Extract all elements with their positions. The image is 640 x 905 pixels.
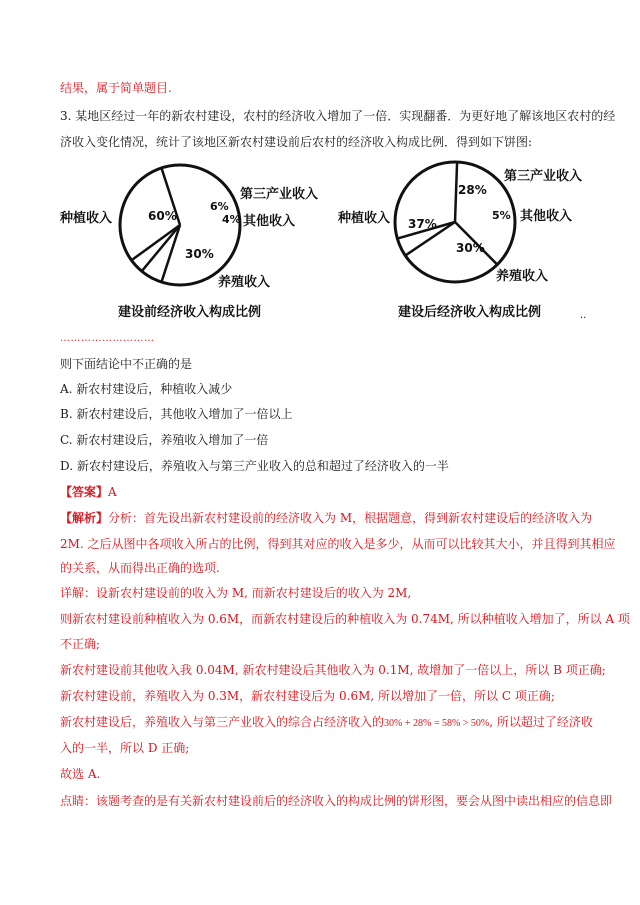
- pie-before-cat-breeding: 养殖收入: [218, 275, 271, 290]
- pie-after-title: 建设后经济收入构成比例: [398, 305, 542, 320]
- question-stem: 则下面结论中不正确的是: [60, 357, 193, 371]
- analysis-tag: 【解析】: [60, 511, 109, 525]
- pie-after-label-breeding: 30%: [456, 241, 485, 255]
- prev-tail: 结果，属于简单题目.: [60, 81, 172, 95]
- question-line-2: 济收入变化情况，统计了该地区新农村建设前后农村的经济收入构成比例．得到如下饼图:: [60, 135, 533, 149]
- answer-line: [60, 484, 590, 500]
- option-d: D. 新农村建设后，养殖收入与第三产业收入的总和超过了经济收入的一半: [60, 459, 449, 473]
- answer-value: A: [108, 485, 117, 499]
- analysis-line-3: 的关系，从而得出正确的选项.: [60, 561, 220, 575]
- detail-line-1: 详解：设新农村建设前的收入为 M, 而新农村建设后的收入为 2M,: [60, 586, 412, 600]
- pie-before: [59, 165, 318, 320]
- pie-before-cat-other: 其他收入: [243, 214, 296, 229]
- detail-line-5: 新农村建设前，养殖收入为 0.3M，新农村建设后为 0.6M, 所以增加了一倍，所以 C 项正确;: [60, 689, 555, 703]
- detail-line-7: 入的一半，所以 D 正确;: [60, 741, 190, 755]
- analysis-text-1: 分析：首先设出新农村建设前的经济收入为 M，根据题意，得到新农村建设后的经济收入为: [108, 511, 593, 525]
- pie-after-cat-other: 其他收入: [520, 209, 573, 224]
- option-b: B. 新农村建设后，其他收入增加了一倍以上: [60, 407, 293, 421]
- detail-line-3: 不正确;: [60, 637, 101, 651]
- pie-before-label-breeding: 30%: [185, 247, 214, 261]
- conclusion: 故选 A.: [60, 767, 101, 781]
- analysis-line-1: [60, 510, 593, 526]
- pie-after-label-other: 5%: [492, 209, 511, 222]
- pie-after-cat-tertiary: 第三产业收入: [504, 169, 583, 184]
- pie-before-title: 建设前经济收入构成比例: [118, 305, 262, 320]
- pie-after-cat-planting: 种植收入: [338, 211, 391, 226]
- pie-before-slice-boundary-1: [161, 225, 180, 282]
- pie-after-cat-breeding: 养殖收入: [496, 269, 549, 284]
- pie-charts: [0, 150, 640, 330]
- detail-6-text-a: 新农村建设后，养殖收入与第三产业收入的综合占经济收入的: [60, 715, 385, 729]
- pie-after-label-tertiary: 28%: [458, 183, 487, 197]
- detail-line-6: [60, 714, 593, 732]
- pie-after-label-planting: 37%: [408, 217, 437, 231]
- pie-after: [337, 162, 582, 320]
- analysis-line-2: 2M. 之后从图中各项收入所占的比例，得到其对应的收入是多少，从而可以比较其大小，并且得到其相应: [60, 537, 616, 551]
- detail-line-4: 新农村建设前其他收入我 0.04M, 新农村建设后其他收入为 0.1M, 故增加了一倍以上，所以 B 项正确;: [60, 663, 606, 677]
- pie-before-label-planting: 60%: [148, 209, 177, 223]
- comment-line: 点睛：该题考查的是有关新农村建设前后的经济收入的构成比例的饼形图，要会从图中读出相应的信息即: [60, 794, 613, 808]
- detail-6-text-b: , 所以超过了经济收: [489, 715, 593, 729]
- question-line-1: 3. 某地区经过一年的新农村建设，农村的经济收入增加了一倍．实现翻番．为更好地了解该地区农村的经: [60, 109, 616, 123]
- pie-before-cat-tertiary: 第三产业收入: [240, 187, 319, 202]
- option-c: C. 新农村建设后，养殖收入增加了一倍: [60, 433, 269, 447]
- pie-before-label-other: 4%: [222, 213, 241, 226]
- corner-mark: ..: [580, 310, 587, 321]
- pie-after-slice-boundary-0: [455, 162, 457, 222]
- pie-before-label-tertiary: 6%: [210, 200, 229, 213]
- detail-6-math: 30% + 28% = 58% > 50%: [384, 718, 490, 729]
- option-a: A. 新农村建设后，种植收入减少: [60, 382, 233, 396]
- separator-dots: ………………………: [60, 333, 155, 344]
- detail-line-2: 则新农村建设前种植收入为 0.6M，而新农村建设后的种植收入为 0.74M, 所以种植收入增加了，所以 A 项: [60, 612, 630, 626]
- answer-tag: 【答案】: [60, 485, 109, 499]
- pie-before-cat-planting: 种植收入: [60, 211, 113, 226]
